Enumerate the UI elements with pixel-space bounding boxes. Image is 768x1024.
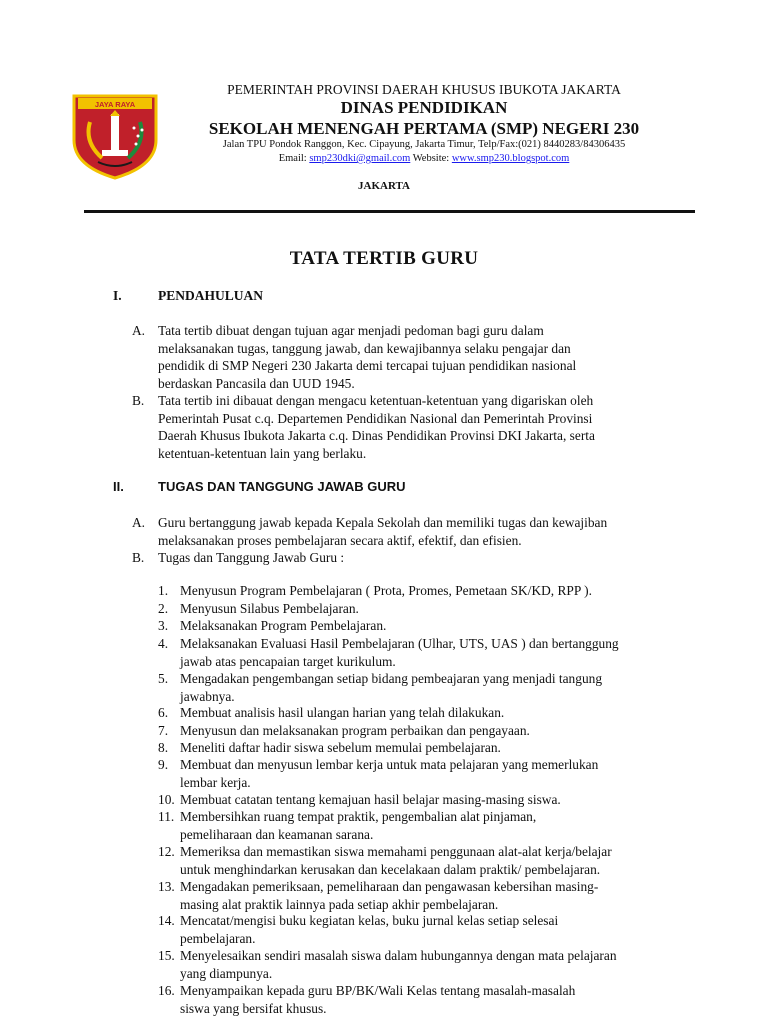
letterhead-address: Jalan TPU Pondok Ranggon, Kec. Cipayung, Jakarta Timur, Telp/Fax:(021) 8440283/84306435 <box>222 139 626 150</box>
section1-item-b-marker: B. <box>132 393 145 408</box>
document-title: TATA TERTIB GURU <box>289 248 479 269</box>
letterhead-department: DINAS PENDIDIKAN <box>340 98 508 117</box>
section1-number: I. <box>113 288 122 303</box>
letterhead-school-name: SEKOLAH MENENGAH PERTAMA (SMP) NEGERI 230 <box>208 119 640 138</box>
section2-title: TUGAS DAN TANGGUNG JAWAB GURU <box>158 479 406 494</box>
letterhead-contact <box>40 153 768 164</box>
section2-item-b-marker: B. <box>132 550 145 565</box>
logo-banner-text: JAYA RAYA <box>94 100 136 109</box>
letterhead-divider <box>84 210 695 213</box>
section1-item-a-text: Tata tertib dibuat dengan tujuan agar menjadi pedoman bagi guru dalam melaksanakan tugas, tanggung jawab, dan kewajibannya selaku pengajar dan pendidik di SMP Negeri 230 Jakarta demi tercapai tujuan pendidikan nasional berdaskan Pancasila dan UUD 1945. <box>158 323 577 391</box>
section1-item-b-text: Tata tertib ini dibauat dengan mengacu ketentuan-ketentuan yang digariskan oleh Pemerintah Pusat c.q. Departemen Pendidikan Nasional dan Pemerintah Provinsi Daerah Khusus Ibukota Jakarta c.q. Dinas Pendidikan Provinsi DKI Jakarta, serta ketentuan-ketentuan lain yang berlaku. <box>158 393 595 461</box>
website-link[interactable]: www.smp230.blogspot.com <box>451 153 570 164</box>
section1-item-a-marker: A. <box>132 323 146 338</box>
section1-title: PENDAHULUAN <box>158 288 264 303</box>
section2-item-a-marker: A. <box>132 515 146 530</box>
email-link[interactable]: smp230dki@gmail.com <box>309 153 411 164</box>
section2-number: II. <box>113 479 124 494</box>
email-label: Email: <box>278 153 307 164</box>
letterhead-government: PEMERINTAH PROVINSI DAERAH KHUSUS IBUKOTA JAKARTA <box>227 82 621 97</box>
section2-item-b-text: Tugas dan Tanggung Jawab Guru : <box>158 550 345 565</box>
website-label: Website: <box>412 153 450 164</box>
section2-item-a-text: Guru bertanggung jawab kepada Kepala Sekolah dan memiliki tugas dan kewajiban melaksanakan proses pembelajaran secara aktif, efektif, dan efisien. <box>158 515 608 548</box>
letterhead-city: JAKARTA <box>358 180 410 192</box>
